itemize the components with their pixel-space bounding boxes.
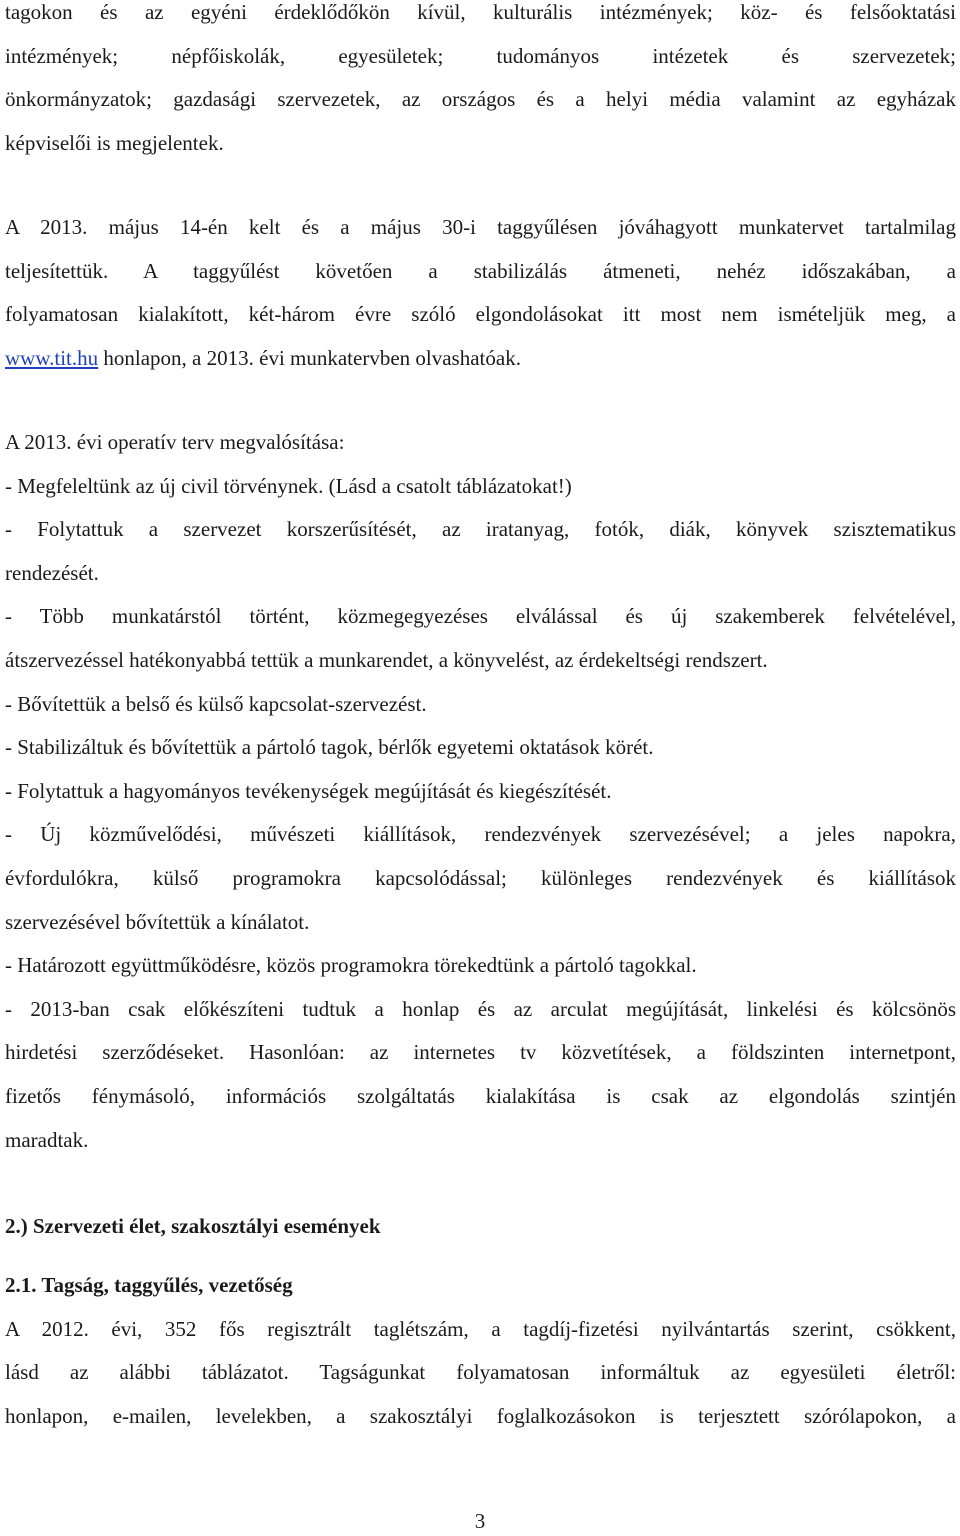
text-line: átszervezéssel hatékonyabbá tettük a munkarendet, a könyvelést, az érdekeltségi rendszert. [5,647,768,672]
intro-paragraph [5,0,956,165]
text-line: - Több munkatárstól történt, közmegegyezéses elválással és új szakemberek felvételével, [5,604,956,629]
website-link[interactable]: www.tit.hu [5,345,99,370]
text-line: - Új közművelődési, művészeti kiállítások, rendezvények szervezésével; a jeles napokra, [5,822,956,847]
text-line: - Folytattuk a hagyományos tevékenységek megújítását és kiegészítését. [5,778,612,803]
subsection [5,1264,956,1438]
operative-plan [5,421,956,1162]
operative-plan-list [5,465,956,1163]
text-line: szervezésével bővítettük a kínálatot. [5,909,310,934]
text-line [5,337,956,381]
text-line: - Megfeleltünk az új civil törvénynek. (Lásd a csatolt táblázatokat!) [5,473,572,498]
workplan-paragraph [5,206,956,380]
list-item [5,726,956,770]
text-line: A 2012. évi, 352 fős regisztrált taglétszám, a tagdíj-fizetési nyilvántartás szerint, csökkent, [5,1316,956,1341]
list-item [5,770,956,814]
text-line: - Határozott együttműködésre, közös programokra törekedtünk a pártoló tagokkal. [5,953,697,978]
list-item [5,813,956,944]
section-heading: 2.) Szervezeti élet, szakosztályi események [5,1214,381,1238]
text-line: önkormányzatok; gazdasági szervezetek, az országos és a helyi média valamint az egyházak [5,87,956,112]
text-line: intézmények; népfőiskolák, egyesületek; tudományos intézetek és szervezetek; [5,43,956,68]
page-number: 3 [474,1509,486,1533]
link-trailing-text: honlapon, a 2013. évi munkatervben olvashatóak. [98,345,521,370]
text-line: évfordulókra, külső programokra kapcsolódással; különleges rendezvények és kiállítások [5,865,956,890]
text-line: fizetős fénymásoló, információs szolgáltatás kialakítása is csak az elgondolás szintjén [5,1083,956,1108]
list-item [5,508,956,595]
text-line: lásd az alábbi táblázatot. Tagságunkat folyamatosan informáltuk az egyesületi életről: [5,1360,956,1385]
list-item [5,465,956,509]
text-line: - Bővítettük a belső és külső kapcsolat-szervezést. [5,691,427,716]
text-line: A 2013. május 14-én kelt és a május 30-i taggyűlésen jóváhagyott munkatervet tartalmilag [5,215,956,239]
text-line: rendezését. [5,560,99,585]
text-line: hirdetési szerződéseket. Hasonlóan: az internetes tv közvetítések, a földszinten internetpont, [5,1040,956,1065]
text-line: folyamatosan kialakított, két-három évre szóló elgondolásokat itt most nem ismételjük meg, a [5,302,956,327]
text-line: - Folytattuk a szervezet korszerűsítését, az iratanyag, fotók, diák, könyvek szisztematikus [5,517,956,542]
text-line: tagokon és az egyéni érdeklődőkön kívül, kulturális intézmények; köz- és felsőoktatási [5,0,956,24]
list-item [5,944,956,988]
text-line: - 2013-ban csak előkészíteni tudtuk a honlap és az arculat megújítását, linkelési és kölcsönös [5,996,956,1021]
text-line: maradtak. [5,1127,89,1152]
list-item [5,595,956,682]
text-line: - Stabilizáltuk és bővítettük a pártoló tagok, bérlők egyetemi oktatások körét. [5,735,654,760]
operative-plan-heading: A 2013. évi operatív terv megvalósítása: [5,430,345,454]
text-line: honlapon, e-mailen, levelekben, a szakosztályi foglalkozásokon is terjesztett szórólapokon, a [5,1403,956,1428]
list-item [5,988,956,1162]
text-line: képviselői is megjelentek. [5,130,224,155]
text-line: teljesítettük. A taggyűlést követően a stabilizálás átmeneti, nehéz időszakában, a [5,258,956,283]
list-item [5,683,956,727]
subsection-heading: 2.1. Tagság, taggyűlés, vezetőség [5,1273,293,1297]
